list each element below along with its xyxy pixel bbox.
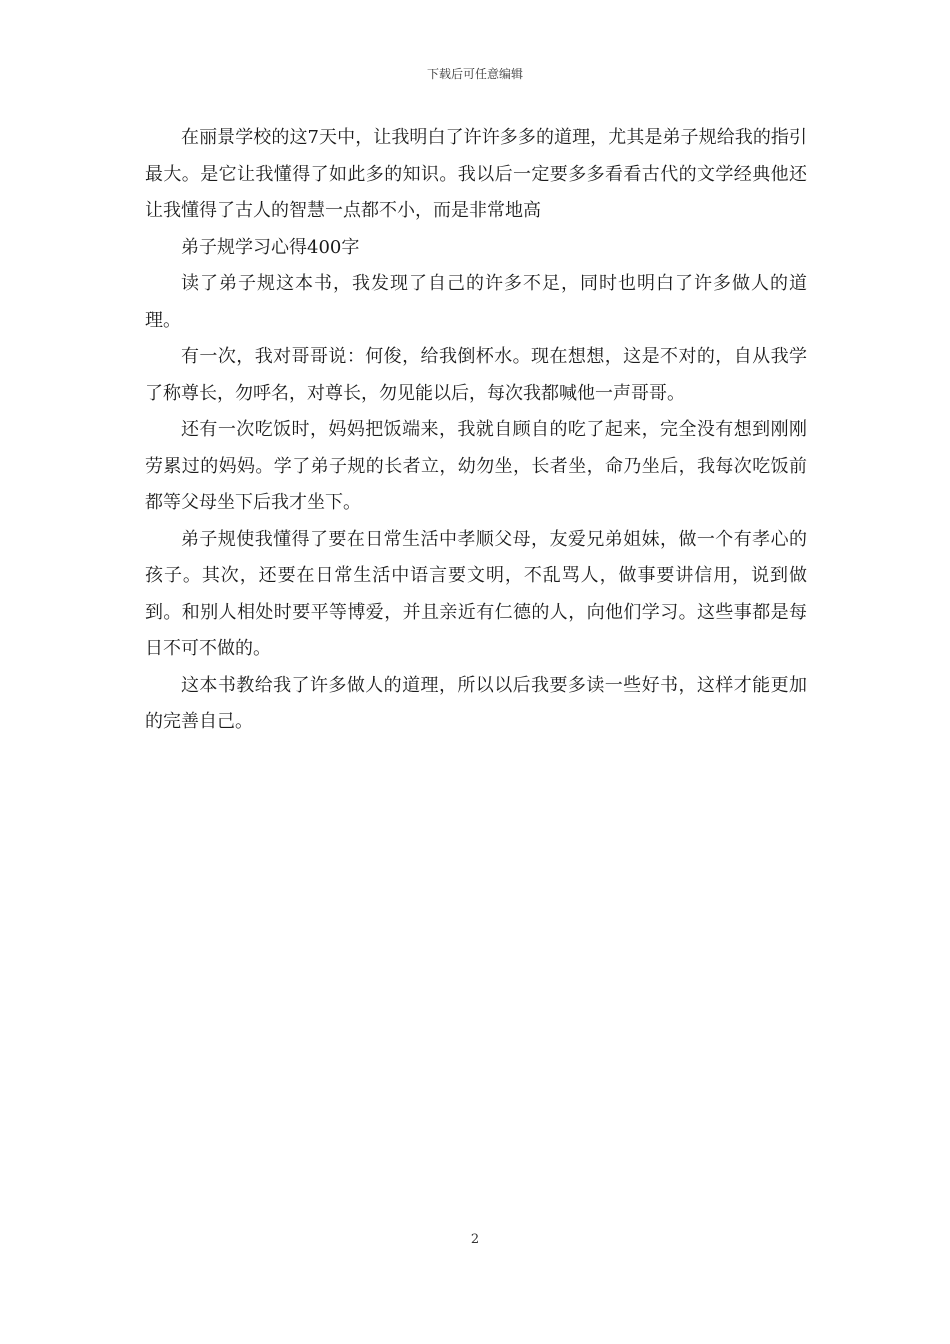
paragraph: 在丽景学校的这7天中，让我明白了许许多多的道理，尤其是弟子规给我的指引最大。是它让我懂得了如此多的知识。我以后一定要多多看看古代的文学经典他还让我懂得了古人的智慧一点都不小，而是非常地高 [145, 127, 807, 221]
document-body [145, 120, 807, 741]
paragraph: 有一次，我对哥哥说：何俊，给我倒杯水。现在想想，这是不对的，自从我学了称尊长，勿呼名，对尊长，勿见能以后，每次我都喊他一声哥哥。 [145, 346, 807, 404]
page-header-note: 下载后可任意编辑 [426, 67, 523, 81]
section-heading: 弟子规学习心得400字 [181, 236, 360, 258]
paragraph: 这本书教给我了许多做人的道理，所以以后我要多读一些好书，这样才能更加的完善自己。 [145, 674, 807, 732]
paragraph: 还有一次吃饭时，妈妈把饭端来，我就自顾自的吃了起来，完全没有想到刚刚劳累过的妈妈。学了弟子规的长者立，幼勿坐，长者坐，命乃坐后，我每次吃饭前都等父母坐下后我才坐下。 [145, 419, 807, 513]
paragraph: 弟子规使我懂得了要在日常生活中孝顺父母，友爱兄弟姐妹，做一个有孝心的孩子。其次，还要在日常生活中语言要文明，不乱骂人，做事要讲信用，说到做到。和别人相处时要平等博爱，并且亲近有仁德的人，向他们学习。这些事都是每日不可不做的。 [145, 528, 807, 659]
paragraph: 读了弟子规这本书，我发现了自己的许多不足，同时也明白了许多做人的道理。 [145, 273, 807, 331]
page-number: 2 [470, 1232, 480, 1247]
